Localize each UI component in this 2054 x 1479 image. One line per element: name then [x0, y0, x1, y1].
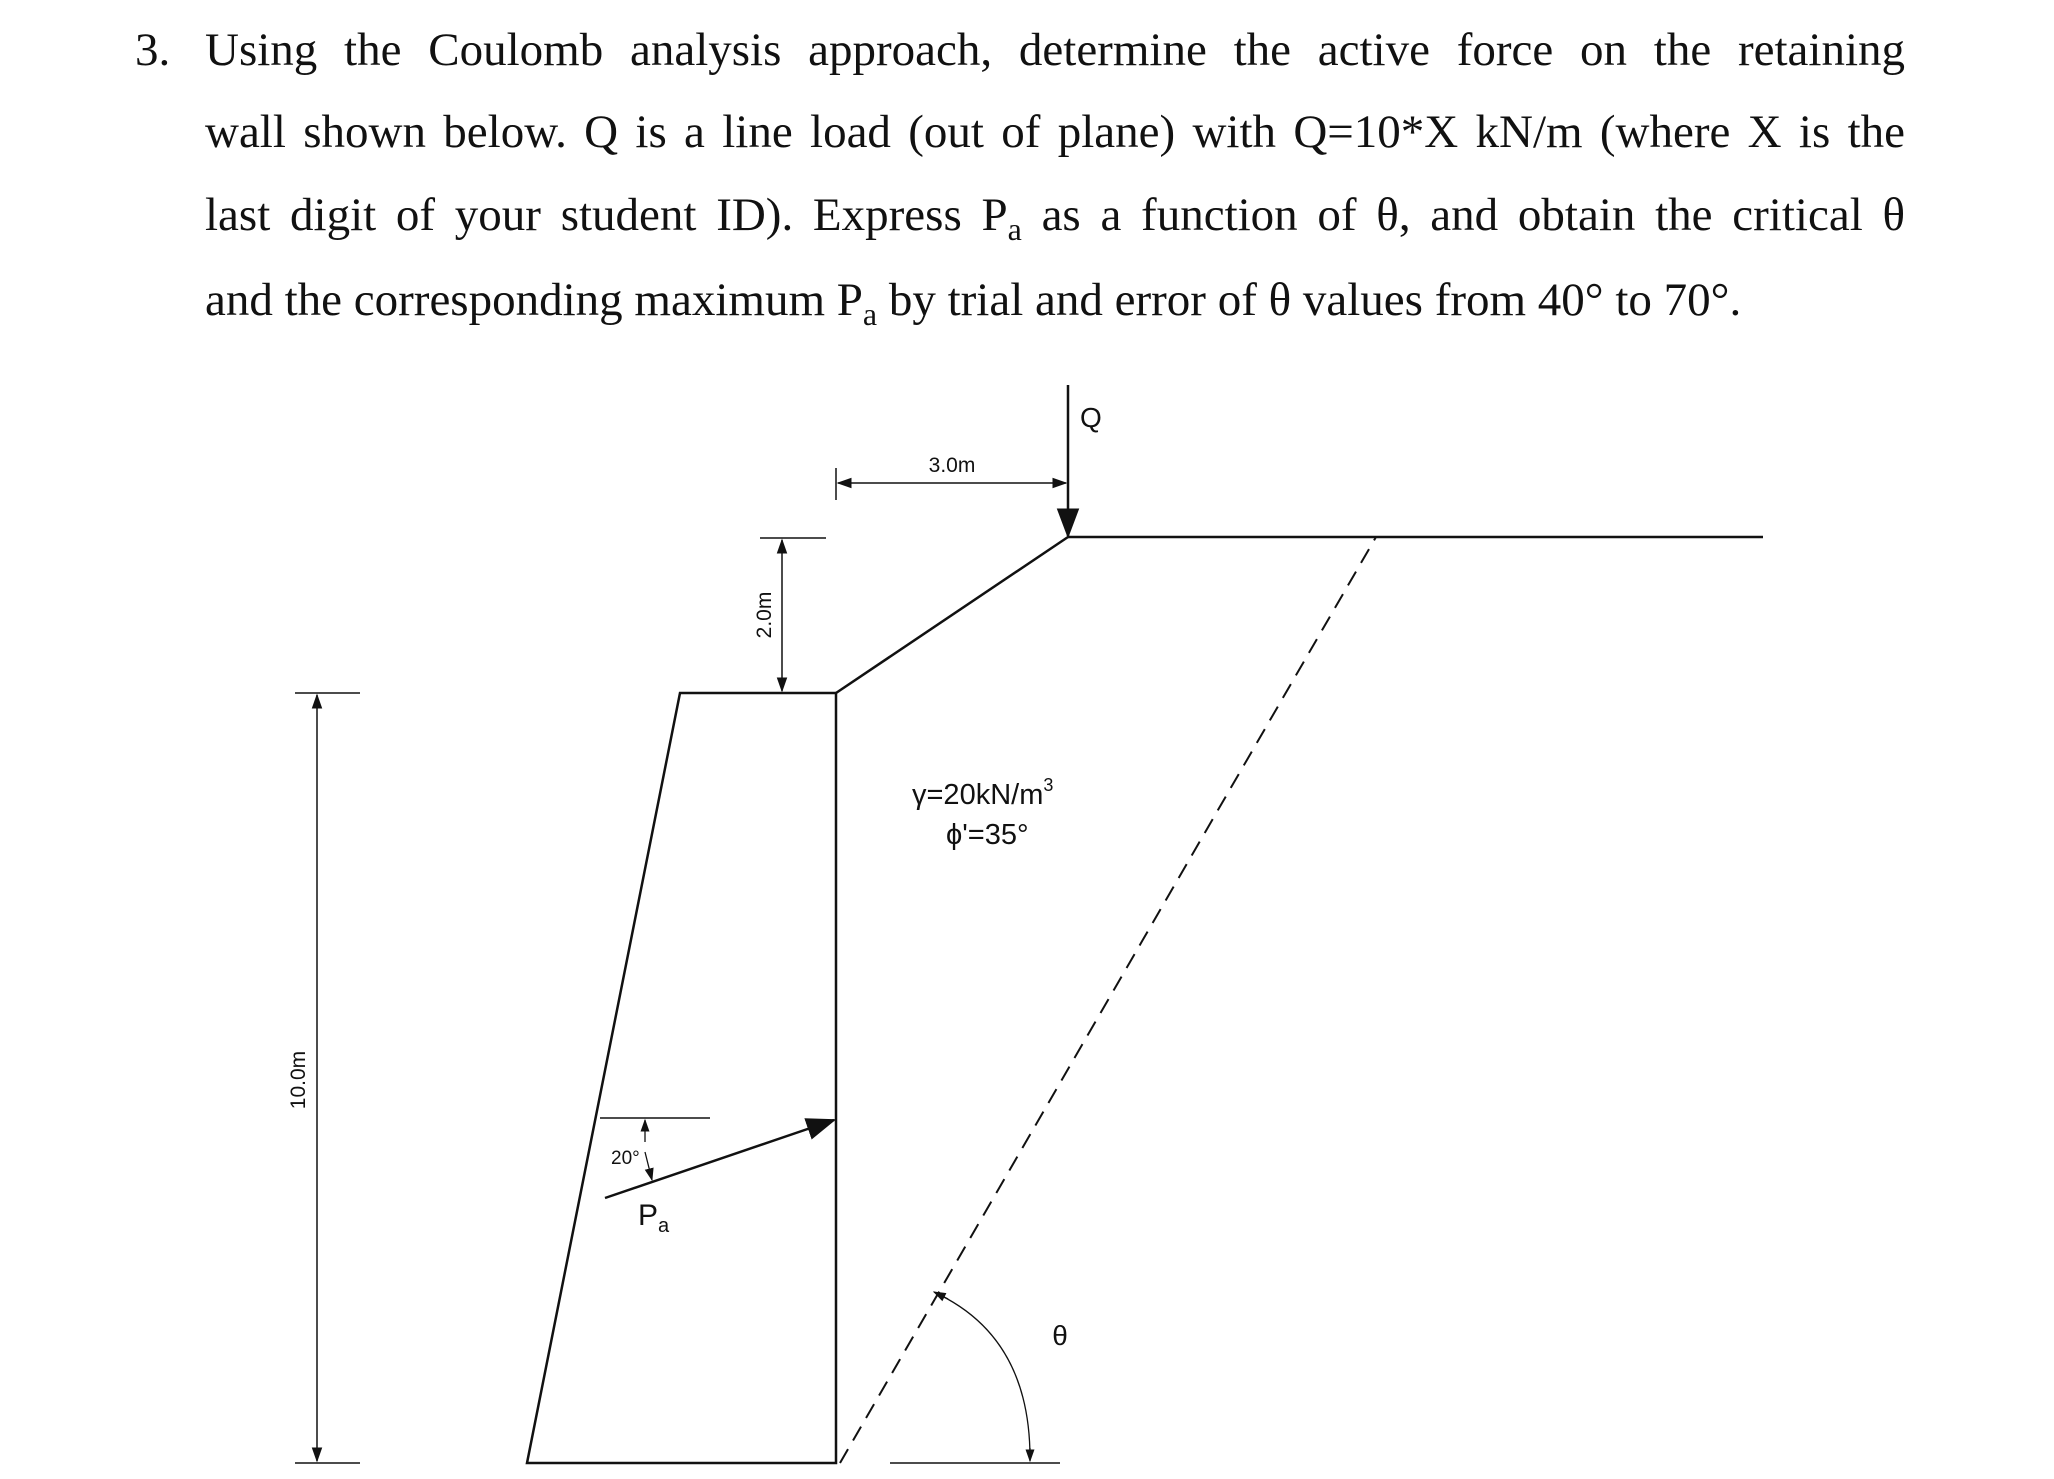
- active-force-label-main: P: [638, 1199, 659, 1232]
- soil-unit-weight-exponent: 3: [1043, 775, 1054, 795]
- question-line-4-part-b: by trial and error of θ values from 40° to 70°.: [877, 274, 1742, 326]
- question-line-1: Using the Coulomb analysis approach, determine the active force on the retaining: [205, 24, 1905, 76]
- force-angle-arrow-down: [645, 1152, 652, 1180]
- failure-angle-label: θ: [1052, 1320, 1068, 1351]
- question-line-3-part-a: last digit of your student ID). Express P: [205, 189, 1008, 241]
- question-line-3-part-b: as a function of θ, and obtain the critical θ: [1021, 189, 1906, 241]
- dim-wall-height-label: 10.0m: [287, 1050, 310, 1110]
- theta-angle-arc: [940, 1295, 1030, 1458]
- question-line-4-subscript: a: [862, 296, 878, 332]
- active-force-label: [638, 1199, 670, 1237]
- backfill-slope-line: [836, 537, 1068, 693]
- load-label: Q: [1080, 402, 1102, 433]
- soil-unit-weight-text: γ=20kN/m: [912, 779, 1044, 811]
- question-line-3-subscript: a: [1007, 211, 1022, 247]
- failure-plane-line: [840, 537, 1376, 1463]
- retaining-wall: [527, 693, 836, 1463]
- dim-slope-height-label: 2.0m: [753, 591, 776, 639]
- active-force-label-sub: a: [658, 1215, 670, 1237]
- question-line-4-part-a: and the corresponding maximum P: [205, 274, 863, 326]
- question-number: 3.: [135, 24, 171, 76]
- dim-top-width-label: 3.0m: [928, 454, 976, 477]
- force-angle-label: 20°: [611, 1148, 640, 1169]
- friction-angle-label: ϕ'=35°: [946, 819, 1029, 851]
- soil-unit-weight-label: [912, 775, 1053, 811]
- question-line-2: wall shown below. Q is a line load (out of plane) with Q=10*X kN/m (where X is the: [205, 106, 1905, 158]
